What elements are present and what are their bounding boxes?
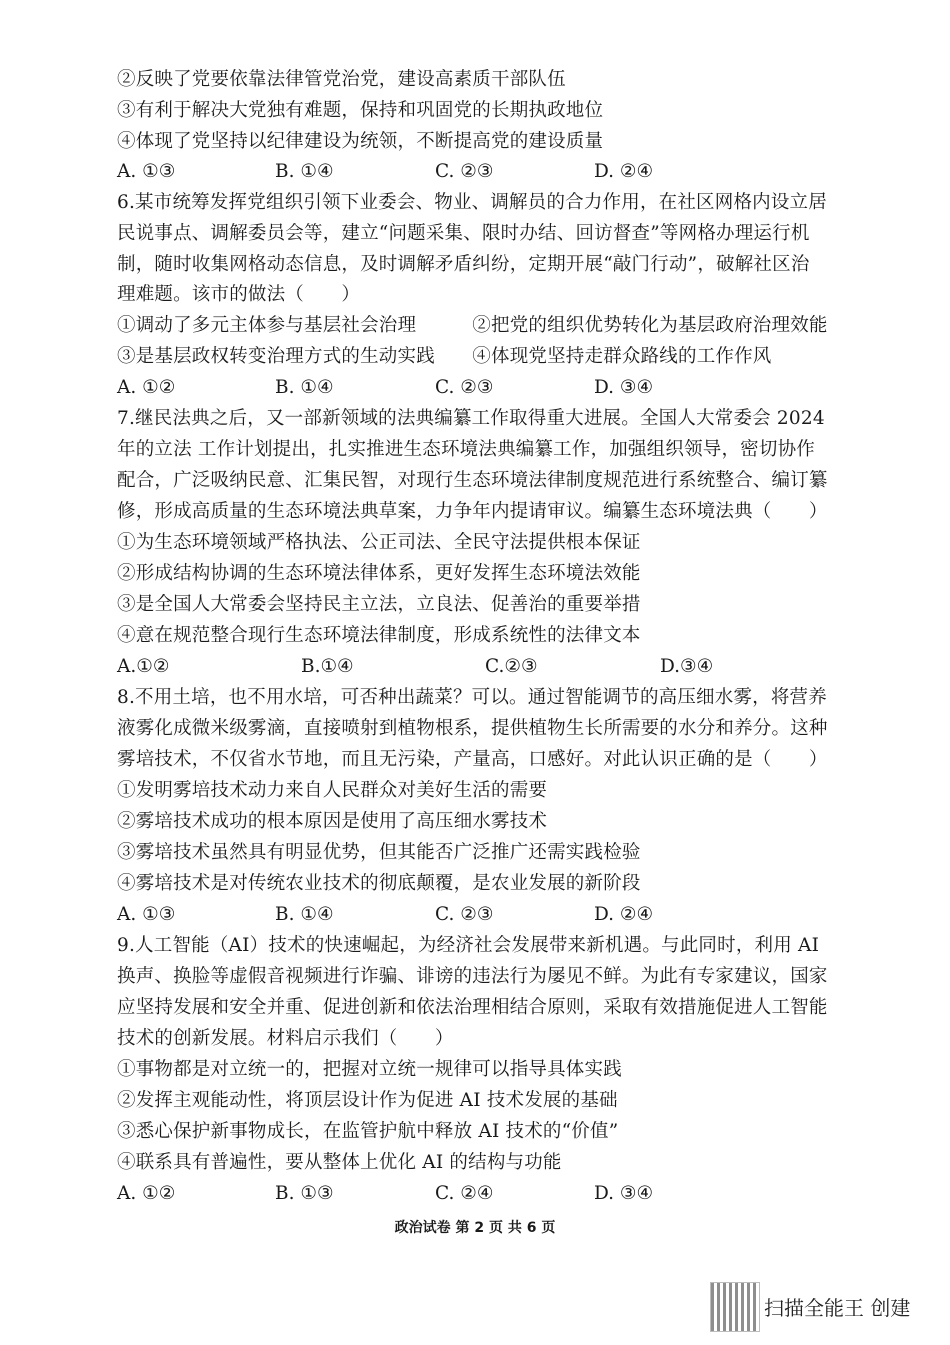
option-a: A.①② <box>117 656 170 677</box>
answer-options-q5 <box>117 160 837 184</box>
question-7-text: 修，形成高质量的生态环境法典草案，力争年内提请审议。编纂生态环境法典（ ） <box>117 501 828 522</box>
statement-line: ②雾培技术成功的根本原因是使用了高压细水雾技术 <box>117 811 548 832</box>
question-6-text: 6.某市统筹发挥党组织引领下业委会、物业、调解员的合力作用，在社区网格内设立居 <box>117 192 827 213</box>
question-7-text: 配合，广泛吸纳民意、汇集民智，对现行生态环境法律制度规范进行系统整合、编订纂 <box>117 470 828 491</box>
question-9-text: 换声、换脸等虚假音视频进行诈骗、诽谤的违法行为屡见不鲜。为此有专家建议，国家 <box>117 966 828 987</box>
option-a: A. ①② <box>117 1183 176 1204</box>
option-c: C.②③ <box>485 656 538 677</box>
question-6-text: 理难题。该市的做法（ ） <box>117 284 361 305</box>
statement-line: ③悉心保护新事物成长，在监管护航中释放 AI 技术的“价值” <box>117 1121 619 1142</box>
statement-line: ③是全国人大常委会坚持民主立法，立良法、促善治的重要举措 <box>117 594 641 615</box>
statement-line: ①发明雾培技术动力来自人民群众对美好生活的需要 <box>117 780 548 801</box>
option-d: D. ②④ <box>594 161 654 182</box>
watermark-text: 扫描全能王 创建 <box>764 1296 911 1320</box>
statement-line: ④意在规范整合现行生态环境法律制度，形成系统性的法律文本 <box>117 625 641 646</box>
statement-line: ②发挥主观能动性，将顶层设计作为促进 AI 技术发展的基础 <box>117 1090 618 1111</box>
page-footer: 政治试卷 第 2 页 共 6 页 <box>394 1220 556 1236</box>
question-9-text: 9.人工智能（AI）技术的快速崛起，为经济社会发展带来新机遇。与此同时，利用 AI <box>117 935 820 956</box>
statement-line: ④体现了党坚持以纪律建设为统领，不断提高党的建设质量 <box>117 131 604 152</box>
question-8-text: 液雾化成微米级雾滴，直接喷射到植物根系，提供植物生长所需要的水分和养分。这种 <box>117 718 828 739</box>
option-b: B. ①③ <box>275 1183 334 1204</box>
option-c: C. ②③ <box>435 904 494 925</box>
option-b: B.①④ <box>301 656 354 677</box>
statement-line: ①事物都是对立统一的，把握对立统一规律可以指导具体实践 <box>117 1059 622 1080</box>
option-b: B. ①④ <box>275 904 334 925</box>
statement-line: ①为生态环境领域严格执法、公正司法、全民守法提供根本保证 <box>117 532 641 553</box>
option-d: D. ③④ <box>594 377 654 398</box>
question-8-text: 雾培技术，不仅省水节地，而且无污染，产量高，口感好。对此认识正确的是（ ） <box>117 749 828 770</box>
answer-options-q8 <box>117 903 837 927</box>
option-d: D. ②④ <box>594 904 654 925</box>
answer-options-q6 <box>117 376 837 400</box>
option-c: C. ②④ <box>435 1183 494 1204</box>
option-b: B. ①④ <box>275 377 334 398</box>
question-7-text: 7.继民法典之后，又一部新领域的法典编纂工作取得重大进展。全国人大常委会 2024 <box>117 408 825 429</box>
option-d: D. ③④ <box>594 1183 654 1204</box>
option-c: C. ②③ <box>435 377 494 398</box>
statement-line: ④雾培技术是对传统农业技术的彻底颠覆，是农业发展的新阶段 <box>117 873 641 894</box>
option-a: A. ①③ <box>117 904 176 925</box>
statement-line: ②反映了党要依靠法律管党治党，建设高素质干部队伍 <box>117 69 566 90</box>
question-6-text: 制，随时收集网格动态信息，及时调解矛盾纠纷，定期开展“敲门行动”，破解社区治 <box>117 254 810 275</box>
question-9-text: 技术的创新发展。材料启示我们（ ） <box>117 1028 454 1049</box>
answer-options-q9 <box>117 1182 837 1206</box>
question-8-text: 8.不用土培，也不用水培，可否种出蔬菜？可以。通过智能调节的高压细水雾，将营养 <box>117 687 827 708</box>
option-a: A. ①③ <box>117 161 176 182</box>
qr-code-icon <box>710 1282 760 1332</box>
statement-line: ③雾培技术虽然具有明显优势，但其能否广泛推广还需实践检验 <box>117 842 641 863</box>
question-7-text: 年的立法 工作计划提出，扎实推进生态环境法典编纂工作，加强组织领导，密切协作 <box>117 439 815 460</box>
statement-line: ①调动了多元主体参与基层社会治理 ②把党的组织优势转化为基层政府治理效能 <box>117 315 828 336</box>
option-d: D.③④ <box>660 656 714 677</box>
option-b: B. ①④ <box>275 161 334 182</box>
statement-line: ②形成结构协调的生态环境法律体系，更好发挥生态环境法效能 <box>117 563 641 584</box>
statement-line: ④联系具有普遍性，要从整体上优化 AI 的结构与功能 <box>117 1152 562 1173</box>
answer-options-q7 <box>117 655 837 679</box>
scanner-watermark <box>708 1282 938 1330</box>
statement-line: ③是基层政权转变治理方式的生动实践 ④体现党坚持走群众路线的工作作风 <box>117 346 772 367</box>
option-c: C. ②③ <box>435 161 494 182</box>
question-6-text: 民说事点、调解委员会等，建立“问题采集、限时办结、回访督查”等网格办理运行机 <box>117 223 810 244</box>
question-9-text: 应坚持发展和安全并重、促进创新和依法治理相结合原则，采取有效措施促进人工智能 <box>117 997 828 1018</box>
statement-line: ③有利于解决大党独有难题，保持和巩固党的长期执政地位 <box>117 100 604 121</box>
option-a: A. ①② <box>117 377 176 398</box>
